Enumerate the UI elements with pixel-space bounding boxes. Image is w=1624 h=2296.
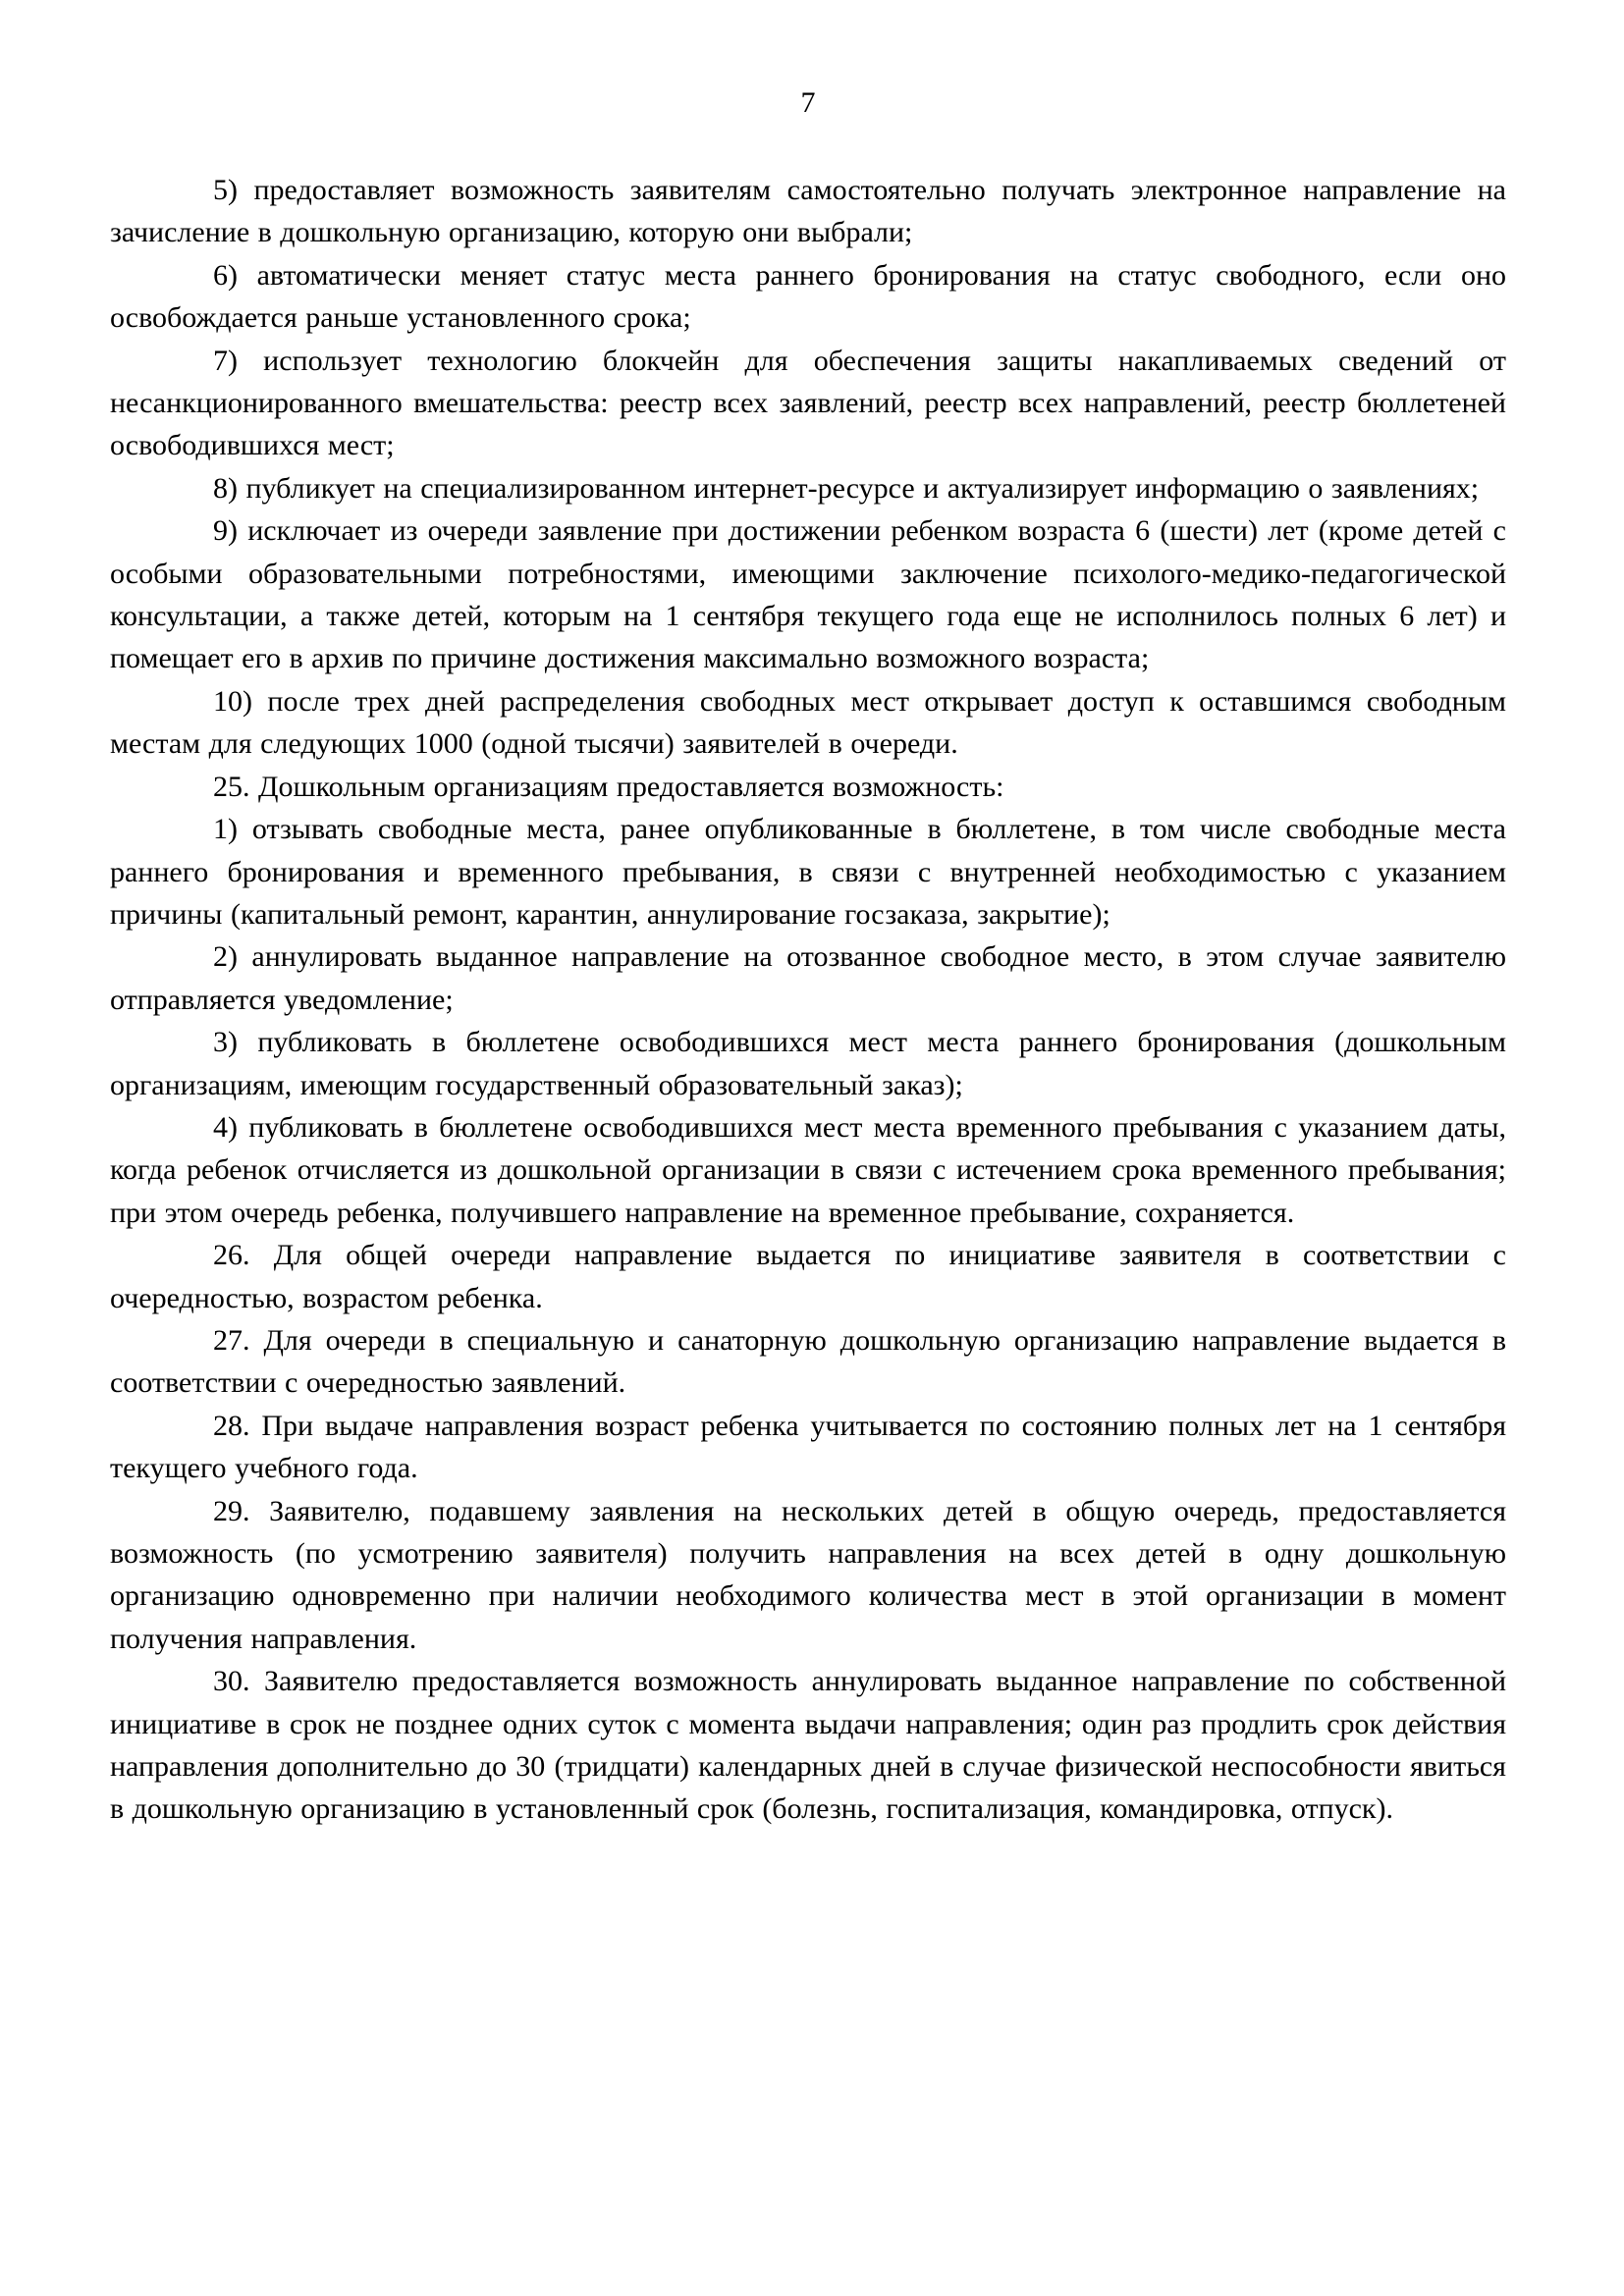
paragraph: 4) публиковать в бюллетене освободившихся мест места временного пребывания с указанием даты, когда ребенок отчисляется из дошкольной организации в связи с истечением срока временного пребывания; при этом очередь ребенка, получившего направление на временное пребывание, сохраняется.	[110, 1110, 1506, 1229]
paragraph: 28. При выдаче направления возраст ребенка учитывается по состоянию полных лет на 1 сентября текущего учебного года.	[110, 1409, 1506, 1485]
document-body	[110, 169, 1506, 1831]
paragraph: 29. Заявителю, подавшему заявления на нескольких детей в общую очередь, предоставляется возможность (по усмотрению заявителя) получить направления на всех детей в одну дошкольную организацию одновременно при наличии необходимого количества мест в этой организации в момент получения направления.	[110, 1494, 1506, 1655]
paragraph: 30. Заявителю предоставляется возможность аннулировать выданное направление по собственной инициативе в срок не позднее одних суток с момента выдачи направления; один раз продлить срок действия направления дополнительно до 30 (тридцати) календарных дней в случае физической неспособности явиться в дошкольную организацию в установленный срок (болезнь, госпитализация, командировка, отпуск).	[110, 1665, 1506, 1826]
paragraph: 8) публикует на специализированном интернет-ресурсе и актуализирует информацию о заявлениях;	[213, 471, 1480, 505]
paragraph: 2) аннулировать выданное направление на отозванное свободное место, в этом случае заявителю отправляется уведомление;	[110, 940, 1506, 1016]
paragraph: 3) публиковать в бюллетене освободившихся мест места раннего бронирования (дошкольным организациям, имеющим государственный образовательный заказ);	[110, 1026, 1506, 1101]
paragraph: 1) отзывать свободные места, ранее опубликованные в бюллетене, в том числе свободные места раннего бронирования и временного пребывания, в связи с внутренней необходимостью с указанием причины (капитальный ремонт, карантин, аннулирование госзаказа, закрытие);	[110, 813, 1506, 931]
paragraph: 26. Для общей очереди направление выдается по инициативе заявителя в соответствии с очередностью, возрастом ребенка.	[110, 1239, 1506, 1314]
paragraph: 7) использует технологию блокчейн для обеспечения защиты накапливаемых сведений от несанкционированного вмешательства: реестр всех заявлений, реестр всех направлений, реестр бюллетеней освободившихся мест;	[110, 344, 1506, 462]
paragraph: 5) предоставляет возможность заявителям самостоятельно получать электронное направление на зачисление в дошкольную организацию, которую они выбрали;	[110, 174, 1506, 249]
page-number: 7	[800, 86, 816, 119]
paragraph: 25. Дошкольным организациям предоставляется возможность:	[213, 770, 1004, 803]
paragraph: 6) автоматически меняет статус места раннего бронирования на статус свободного, если оно освобождается раньше установленного срока;	[110, 258, 1506, 335]
paragraph: 27. Для очереди в специальную и санаторную дошкольную организацию направление выдается в соответствии с очередностью заявлений.	[110, 1323, 1506, 1400]
paragraph: 9) исключает из очереди заявление при достижении ребенком возраста 6 (шести) лет (кроме детей с особыми образовательными потребностями, имеющими заключение психолого-медико-педагогической консультации, а также детей, которым на 1 сентября текущего года еще не исполнилось полных 6 лет) и помещает его в архив по причине достижения максимально возможного возраста;	[110, 514, 1506, 675]
paragraph: 10) после трех дней распределения свободных мест открывает доступ к оставшимся свободным местам для следующих 1000 (одной тысячи) заявителей в очереди.	[110, 684, 1506, 761]
